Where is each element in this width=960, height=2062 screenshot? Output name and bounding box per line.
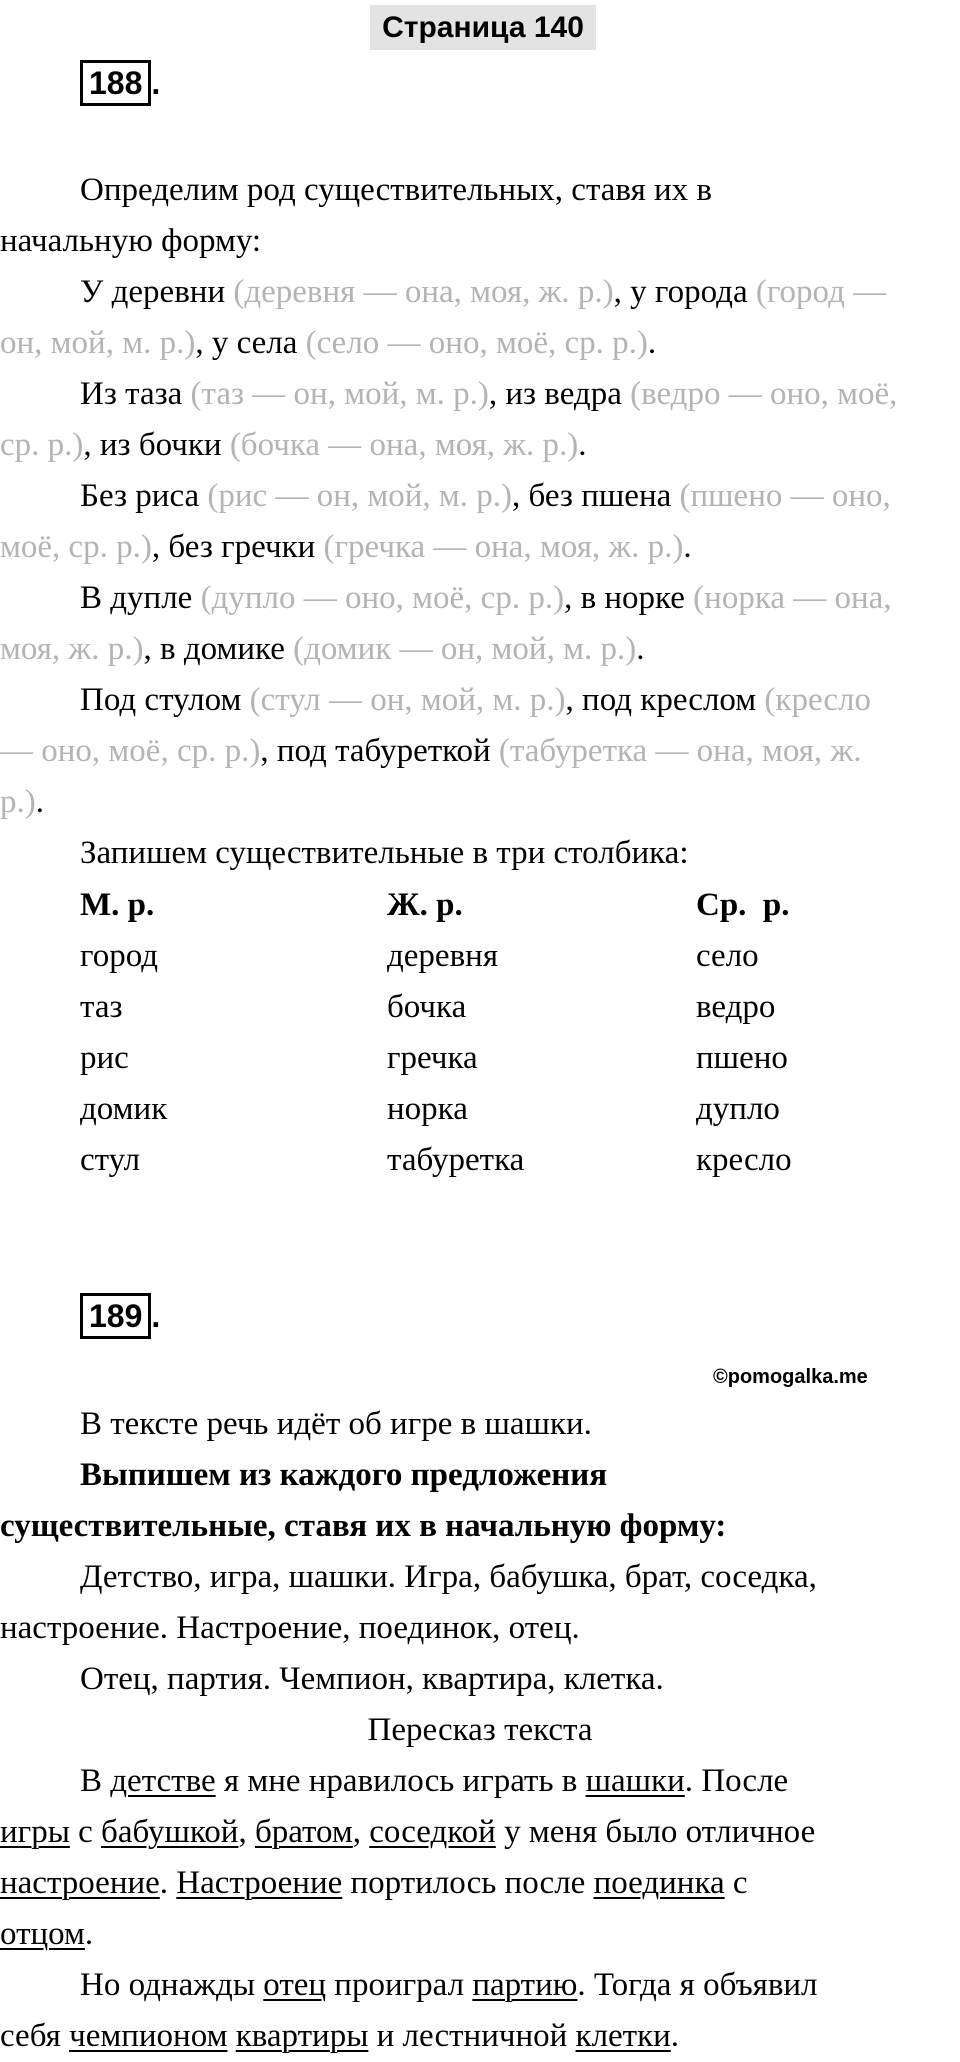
- exercise-number-box: 188: [80, 60, 151, 106]
- watermark: ©pomogalka.me: [713, 1366, 868, 1388]
- noun-list-line-2: настроение. Настроение, поединок, отец.: [0, 1610, 580, 1646]
- column-masculine: [80, 880, 167, 1186]
- column-header: Ср. р.: [696, 887, 790, 923]
- list-item: таз: [80, 989, 123, 1025]
- sentence-1-line-1: У деревни (деревня — она, моя, ж. р.), у города (город —: [80, 274, 887, 310]
- sentence-3-line-2: моё, ср. р.), без гречки (гречка — она, моя, ж. р.).: [0, 529, 692, 565]
- list-item: пшено: [696, 1040, 788, 1076]
- exercise-number-188: 188 .: [80, 60, 160, 106]
- exercise-number-189: 189 .: [80, 1293, 160, 1339]
- exercise-number-box: 189: [80, 1293, 151, 1339]
- retell-line-3: настроение. Настроение портилось после поединка с: [0, 1865, 748, 1901]
- sentence-3-line-1: Без риса (рис — он, мой, м. р.), без пшена (пшено — оно,: [80, 478, 891, 514]
- sentence-2-line-2: ср. р.), из бочки (бочка — она, моя, ж. р.).: [0, 427, 587, 463]
- retell-line-6: себя чемпионом квартиры и лестничной клетки.: [0, 2018, 680, 2054]
- intro-line-2: начальную форму:: [0, 223, 262, 259]
- retell-line-5: Но однажды отец проиграл партию. Тогда я объявил: [80, 1967, 818, 2003]
- exercise-188-text: [0, 165, 960, 825]
- sentence-5-line-2: — оно, моё, ср. р.), под табуреткой (табуретка — она, моя, ж.: [0, 733, 862, 769]
- list-item: рис: [80, 1040, 129, 1076]
- exercise-189-text: [0, 1399, 960, 2058]
- retell-line-1: В детстве я мне нравилось играть в шашки. После: [80, 1763, 789, 1799]
- retell-line-2: игры с бабушкой, братом, соседкой у меня было отличное: [0, 1814, 816, 1850]
- bold-instruction-line-1: Выпишем из каждого предложения: [80, 1457, 608, 1493]
- list-item: гречка: [387, 1040, 478, 1076]
- noun-list-line-1: Детство, игра, шашки. Игра, бабушка, брат, соседка,: [80, 1559, 817, 1595]
- list-item: бочка: [387, 989, 467, 1025]
- column-header: Ж. р.: [387, 887, 463, 923]
- sentence-2-line-1: Из таза (таз — он, мой, м. р.), из ведра (ведро — оно, моё,: [80, 376, 898, 412]
- columns-intro: Запишем существительные в три столбика:: [80, 835, 689, 871]
- retell-title: Пересказ текста: [367, 1712, 593, 1748]
- column-feminine: [387, 880, 524, 1186]
- list-item: табуретка: [387, 1142, 525, 1178]
- list-item: ведро: [696, 989, 776, 1025]
- sentence-4-line-2: моя, ж. р.), в домике (домик — он, мой, м. р.).: [0, 631, 645, 667]
- list-item: домик: [80, 1091, 168, 1127]
- list-item: стул: [80, 1142, 141, 1178]
- sentence-5-line-1: Под стулом (стул — он, мой, м. р.), под креслом (кресло: [80, 682, 872, 718]
- intro-line-1: Определим род существительных, ставя их в: [80, 172, 712, 208]
- column-header: М. р.: [80, 887, 155, 923]
- column-neuter: [696, 880, 792, 1186]
- list-item: кресло: [696, 1142, 792, 1178]
- list-item: город: [80, 938, 159, 974]
- noun-list-line-3: Отец, партия. Чемпион, квартира, клетка.: [80, 1661, 664, 1697]
- list-item: дупло: [696, 1091, 780, 1127]
- list-item: деревня: [387, 938, 499, 974]
- bold-instruction-line-2: существительные, ставя их в начальную форму:: [0, 1508, 727, 1544]
- sentence-5-line-3: р.).: [0, 784, 44, 820]
- list-item: норка: [387, 1091, 468, 1127]
- sentence-1-line-2: он, мой, м. р.), у села (село — оно, моё, ср. р.).: [0, 325, 657, 361]
- sentence-4-line-1: В дупле (дупло — оно, моё, ср. р.), в норке (норка — она,: [80, 580, 892, 616]
- paragraph: В тексте речь идёт об игре в шашки.: [80, 1406, 592, 1442]
- list-item: село: [696, 938, 759, 974]
- retell-line-4: отцом.: [0, 1916, 94, 1952]
- page-title: Страница 140: [370, 5, 596, 50]
